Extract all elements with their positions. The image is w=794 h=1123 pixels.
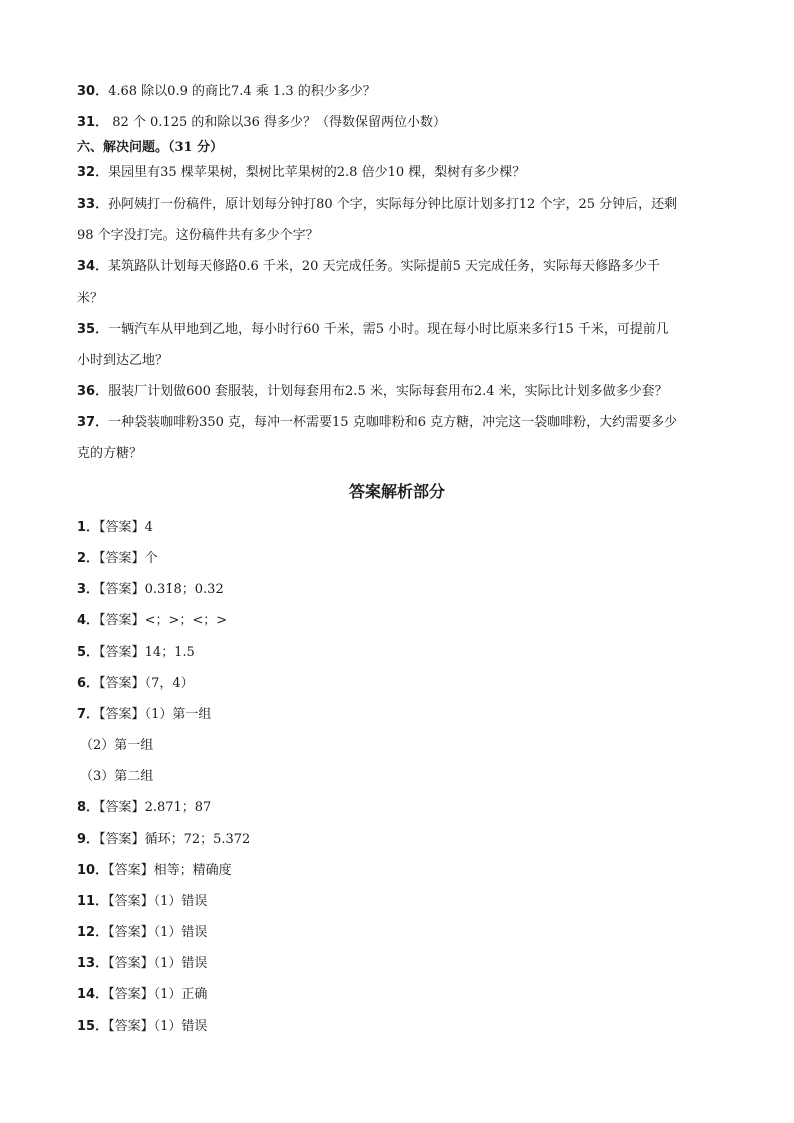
answer-number: 4． xyxy=(77,613,100,628)
answer-text: 4 xyxy=(144,520,153,535)
answer-6 xyxy=(77,675,194,693)
problem-36 xyxy=(77,383,668,401)
answer-number: 10． xyxy=(77,863,109,878)
answer-label: 【答案】 xyxy=(99,613,145,628)
answer-text: （1）错误 xyxy=(153,894,208,909)
problem-number: 36． xyxy=(77,384,109,399)
answer-label: 【答案】 xyxy=(99,645,145,660)
answer-12 xyxy=(77,924,207,942)
answer-11 xyxy=(77,893,207,911)
question-text: 82 个 0.125 的和除以36 得多少？（得数保留两位小数） xyxy=(108,115,447,130)
answer-section-title: 答案解析部分 xyxy=(348,482,445,501)
answer-text: （1）正确 xyxy=(153,987,208,1002)
answer-number: 7． xyxy=(77,707,100,722)
problem-34-cont xyxy=(77,290,103,308)
problem-text: 某筑路队计划每天修路0.6 千米，20 天完成任务。实际提前5 天完成任务，实际每天修路多少千 xyxy=(108,259,660,274)
problem-35 xyxy=(77,321,669,339)
answer-number: 11． xyxy=(77,894,109,909)
problem-text: 服装厂计划做600 套服装，计划每套用布2.5 米，实际每套用布2.4 米，实际比计划多做多少套？ xyxy=(108,384,668,399)
answer-text: （3）第二组 xyxy=(80,769,154,784)
answer-label: 【答案】 xyxy=(99,832,145,847)
answer-label: 【答案】 xyxy=(108,987,154,1002)
answer-text: 14；1.5 xyxy=(144,645,195,660)
problem-number: 35． xyxy=(77,322,109,337)
answer-9 xyxy=(77,831,250,849)
section-heading-6: 六、解决问题。（31 分） xyxy=(77,140,224,155)
answer-label: 【答案】 xyxy=(99,551,145,566)
answer-label: 【答案】 xyxy=(108,925,154,940)
answer-8 xyxy=(77,799,211,817)
question-30 xyxy=(77,83,376,101)
answer-label: 【答案】 xyxy=(99,800,145,815)
answer-label: 【答案】 xyxy=(108,956,154,971)
answer-text: （7，4） xyxy=(144,676,194,691)
problem-text: 孙阿姨打一份稿件，原计划每分钟打80 个字，实际每分钟比原计划多打12 个字，25 分钟后，还剩 xyxy=(108,197,678,212)
answer-text: （2）第一组 xyxy=(80,738,154,753)
problem-text: 米？ xyxy=(77,291,104,306)
answer-number: 2． xyxy=(77,551,100,566)
answer-text: （1）第一组 xyxy=(144,707,212,722)
problem-text: 一种袋装咖啡粉350 克，每冲一杯需要15 克咖啡粉和6 克方糖，冲完这一袋咖啡粉，大约需要多少 xyxy=(108,415,678,430)
problem-32 xyxy=(77,164,525,182)
problem-text: 一辆汽车从甲地到乙地，每小时行60 千米，需5 小时。现在每小时比原来多行15 千米，可提前几 xyxy=(108,322,669,337)
answer-label: 【答案】 xyxy=(108,894,154,909)
problem-text: 小时到达乙地？ xyxy=(77,353,169,368)
answer-label: 【答案】 xyxy=(99,520,145,535)
answer-text: （1）错误 xyxy=(153,925,208,940)
answer-label: 【答案】 xyxy=(108,1019,154,1034)
answer-label: 【答案】 xyxy=(99,582,145,597)
answer-text: 相等；精确度 xyxy=(153,863,232,878)
answer-number: 13． xyxy=(77,956,109,971)
answer-number: 8． xyxy=(77,800,100,815)
answer-number: 14． xyxy=(77,987,109,1002)
answer-number: 5． xyxy=(77,645,100,660)
answer-2 xyxy=(77,550,158,568)
problem-text: 果园里有35 棵苹果树，梨树比苹果树的2.8 倍少10 棵，梨树有多少棵？ xyxy=(108,165,526,180)
answer-number: 15． xyxy=(77,1019,109,1034)
problem-number: 32． xyxy=(77,165,109,180)
answer-7 xyxy=(77,706,211,724)
answer-14 xyxy=(77,986,207,1004)
answer-10 xyxy=(77,862,232,880)
problem-number: 37． xyxy=(77,415,109,430)
problem-34 xyxy=(77,258,660,276)
answer-label: 【答案】 xyxy=(99,676,145,691)
answer-3 xyxy=(77,581,224,599)
answer-text: 循环；72；5.372 xyxy=(144,832,251,847)
answer-text: （1）错误 xyxy=(153,956,208,971)
answer-text: <；>；<；> xyxy=(144,613,228,628)
question-31 xyxy=(77,114,446,132)
answer-13 xyxy=(77,955,207,973)
answer-text: 2.871；87 xyxy=(144,800,212,815)
problem-37-cont xyxy=(77,445,142,463)
answer-text: 个 xyxy=(144,551,158,566)
problem-number: 34． xyxy=(77,259,109,274)
problem-33 xyxy=(77,196,677,214)
answer-label: 【答案】 xyxy=(99,707,145,722)
answer-number: 9． xyxy=(77,832,100,847)
answer-text: 0.31̇8̇；0.32 xyxy=(144,582,224,597)
problem-text: 98 个字没打完。这份稿件共有多少个字？ xyxy=(77,228,319,243)
answer-15 xyxy=(77,1018,207,1036)
answer-7-part-2 xyxy=(80,737,153,755)
answer-5 xyxy=(77,644,195,662)
answer-4 xyxy=(77,612,227,630)
problem-37 xyxy=(77,414,677,432)
answer-number: 1． xyxy=(77,520,100,535)
answer-1 xyxy=(77,519,153,537)
problem-33-cont xyxy=(77,227,319,245)
question-text: 4.68 除以0.9 的商比7.4 乘 1.3 的积少多少？ xyxy=(108,84,376,99)
answer-7-part-3 xyxy=(80,768,153,786)
answer-number: 12． xyxy=(77,925,109,940)
problem-35-cont xyxy=(77,352,168,370)
problem-text: 克的方糖？ xyxy=(77,446,143,461)
problem-number: 33． xyxy=(77,197,109,212)
question-number: 30． xyxy=(77,84,109,99)
answer-number: 3． xyxy=(77,582,100,597)
answer-text: （1）错误 xyxy=(153,1019,208,1034)
answer-number: 6． xyxy=(77,676,100,691)
answer-label: 【答案】 xyxy=(108,863,154,878)
question-number: 31． xyxy=(77,115,109,130)
